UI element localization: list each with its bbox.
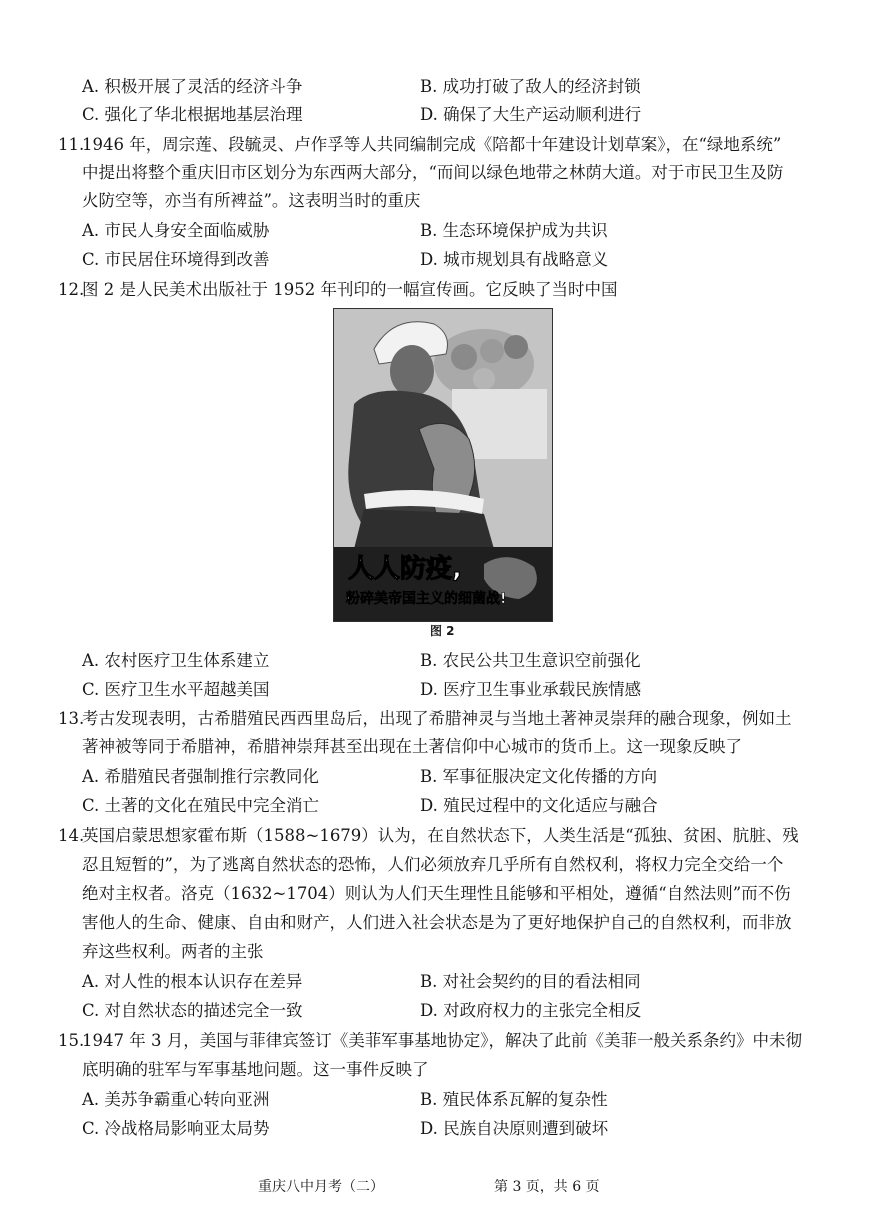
q10-option-a[interactable]: A. 积极开展了灵活的经济斗争 [82,77,303,96]
q15-option-c[interactable]: C. 冷战格局影响亚太局势 [82,1119,270,1138]
q14-text-line: 害他人的生命、健康、自由和财产，人们进入社会状态是为了更好地保护自己的自然权利，而非放 [82,913,792,932]
q10-option-d[interactable]: D. 确保了大生产运动顺利进行 [420,105,642,124]
q12-option-c[interactable]: C. 医疗卫生水平超越美国 [82,680,270,699]
poster-slogan-line2: 粉碎美帝国主义的细菌战! [346,591,507,607]
q11-option-c[interactable]: C. 市民居住环境得到改善 [82,250,270,269]
q14-option-d[interactable]: D. 对政府权力的主张完全相反 [420,1001,642,1020]
q14-option-b[interactable]: B. 对社会契约的目的看法相同 [420,972,641,991]
footer-exam-name: 重庆八中月考（二） [258,1179,384,1195]
q13-text-line: 著神被等同于希腊神，希腊神崇拜甚至出现在土著信仰中心城市的货币上。这一现象反映了 [82,737,742,756]
q14-option-a[interactable]: A. 对人性的根本认识存在差异 [82,972,303,991]
figure-caption: 图 2 [430,624,455,638]
q14-number: 14. [58,826,85,845]
q12-option-a[interactable]: A. 农村医疗卫生体系建立 [82,651,270,670]
q13-option-d[interactable]: D. 殖民过程中的文化适应与融合 [420,796,658,815]
poster-slogan-line1: 人人防疫, [348,554,462,584]
q14-text-line: 弃这些权利。两者的主张 [82,942,264,961]
q12-text-line: 图 2 是人民美术出版社于 1952 年刊印的一幅宣传画。它反映了当时中国 [82,280,618,299]
q11-text-line: 中提出将整个重庆旧市区划分为东西两大部分，“而间以绿色地带之林荫大道。对于市民卫生及防 [82,163,784,182]
q14-text-line: 英国启蒙思想家霍布斯（1588~1679）认为，在自然状态下，人类生活是“孤独、贫困、肮脏、残 [82,826,799,845]
footer-page-number: 第 3 页，共 6 页 [494,1179,600,1195]
q11-option-a[interactable]: A. 市民人身安全面临威胁 [82,221,270,240]
q12-option-d[interactable]: D. 医疗卫生事业承载民族情感 [420,680,642,699]
q15-option-b[interactable]: B. 殖民体系瓦解的复杂性 [420,1090,608,1109]
q11-option-b[interactable]: B. 生态环境保护成为共识 [420,221,608,240]
q15-text-line: 底明确的驻军与军事基地问题。这一事件反映了 [82,1060,429,1079]
q13-option-c[interactable]: C. 土著的文化在殖民中完全消亡 [82,796,320,815]
q15-option-d[interactable]: D. 民族自决原则遭到破坏 [420,1119,609,1138]
q13-option-b[interactable]: B. 军事征服决定文化传播的方向 [420,767,658,786]
q11-text-line: 火防空等，亦当有所裨益”。这表明当时的重庆 [82,191,421,210]
q13-option-a[interactable]: A. 希腊殖民者强制推行宗教同化 [82,767,319,786]
poster-illustration [334,309,552,621]
q11-text-line: 1946 年，周宗莲、段毓灵、卢作孚等人共同编制完成《陪都十年建设计划草案》，在“绿地系统” [82,135,782,154]
q14-text-line: 绝对主权者。洛克（1632~1704）则认为人们天生理性且能够和平相处，遵循“自然法则”而不伤 [82,884,791,903]
q10-option-c[interactable]: C. 强化了华北根据地基层治理 [82,105,303,124]
q15-number: 15. [58,1031,85,1050]
q15-text-line: 1947 年 3 月，美国与菲律宾签订《美菲军事基地协定》，解决了此前《美菲一般关系条约》中未彻 [82,1031,802,1050]
q10-option-b[interactable]: B. 成功打破了敌人的经济封锁 [420,77,641,96]
q11-number: 11. [58,135,85,154]
propaganda-poster-image [333,308,553,622]
q11-option-d[interactable]: D. 城市规划具有战略意义 [420,250,609,269]
q13-number: 13. [58,709,85,728]
q15-option-a[interactable]: A. 美苏争霸重心转向亚洲 [82,1090,270,1109]
q13-text-line: 考古发现表明，古希腊殖民西西里岛后，出现了希腊神灵与当地土著神灵崇拜的融合现象，例如土 [82,709,792,728]
q12-number: 12. [58,280,85,299]
q14-text-line: 忍且短暂的”，为了逃离自然状态的恐怖，人们必须放弃几乎所有自然权利，将权力完全交给一个 [82,855,784,874]
q14-option-c[interactable]: C. 对自然状态的描述完全一致 [82,1001,303,1020]
q12-option-b[interactable]: B. 农民公共卫生意识空前强化 [420,651,641,670]
